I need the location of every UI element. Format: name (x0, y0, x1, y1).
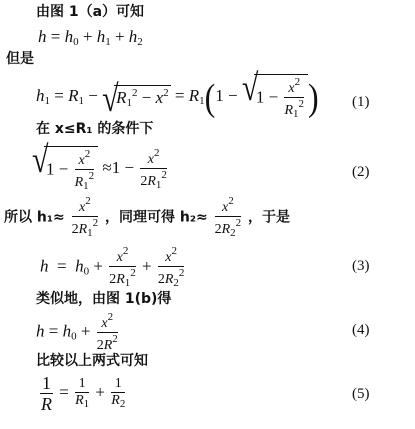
similarly-fig1b-text: 类似地，由图 1(b)得 (36, 291, 172, 307)
compare-text: 比较以上两式可知 (36, 353, 148, 369)
but-text: 但是 (6, 51, 34, 67)
equation-3: $h = h_0$ + $\frac{x^2}{2R_1^2}$ + $\frac{x^2}{2R_2^2}$ (40, 245, 185, 289)
equation-number-5: (5) (352, 386, 370, 402)
equation-number-3: (3) (352, 258, 370, 274)
condition-text: 在 x≤R₁ 的条件下 (36, 121, 154, 137)
similarly-text: ，同理可得 h₂≈ (105, 209, 208, 226)
hence-text: ，于是 (248, 209, 291, 226)
equation-number-4: (4) (352, 322, 370, 338)
equation-4: $h = h_0$ + $\frac{x^2}{2R^2}$ (36, 311, 118, 353)
equation-1: $h_1 = R_1$ − √ $R_1^2 - x^2 = R_1(1$ − √ 1 − $\frac{x^2}{R_1^2}$ ) (36, 67, 319, 120)
therefore-prefix: 所以 h₁≈ (4, 209, 65, 226)
equation-sum-h: $h = h_0 + h_1 + h_2$ (38, 27, 143, 48)
intro-text-fig1a: 由图 1（a）可知 (36, 4, 145, 20)
equation-2: √ 1 − $\frac{x^2}{R_1^2}$ ≈1 − $\frac{x^2}{2R_1^2}$ (32, 139, 167, 192)
equation-number-1: (1) (352, 94, 370, 110)
equation-5: $\frac{1}{R}$ = $\frac{1}{R_1}$ + $\frac{1}{R_2}$ (41, 373, 126, 414)
therefore-line: 所以 h₁≈ $\frac{x^2}{2R_1^2}$ ，同理可得 h₂≈ $\frac{x^2}{2R_2^2}$ ，于是 (4, 195, 291, 239)
equation-number-2: (2) (352, 164, 370, 180)
